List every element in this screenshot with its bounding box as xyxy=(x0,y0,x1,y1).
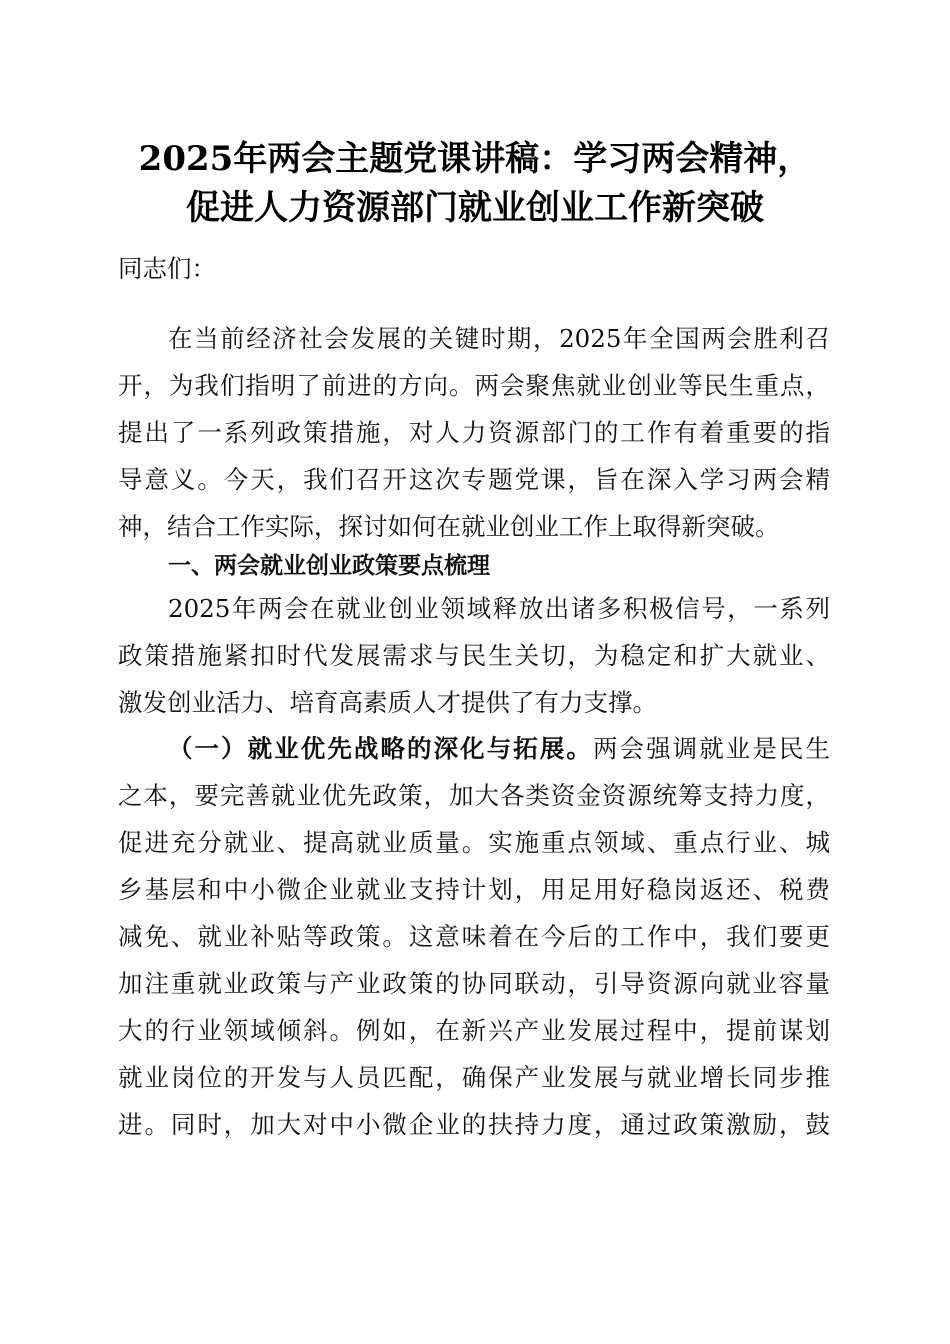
intro-line: 导意义。今天，我们召开这次专题党课，旨在深入学习两会精 xyxy=(118,465,830,494)
section1-intro-line: 2025年两会在就业创业领域释放出诸多积极信号，一系列 xyxy=(168,594,830,623)
intro-line: 提出了一系列政策措施，对人力资源部门的工作有着重要的指 xyxy=(118,418,830,447)
section1-intro-line: 激发创业活力、培育高素质人才提供了有力支撑。 xyxy=(118,688,657,717)
subsection1-first-line-text: 两会强调就业是民生 xyxy=(593,734,830,763)
subsection1-first-line xyxy=(168,733,830,765)
subsection1-line: 进。同时，加大对中小微企业的扶持力度，通过政策激励，鼓 xyxy=(118,1110,830,1139)
section-heading-1: 一、两会就业创业政策要点梳理 xyxy=(168,553,490,579)
subsection1-line: 促进充分就业、提高就业质量。实施重点领域、重点行业、城 xyxy=(118,828,830,857)
subsection1-line: 大的行业领域倾斜。例如，在新兴产业发展过程中，提前谋划 xyxy=(118,1016,830,1045)
intro-line: 在当前经济社会发展的关键时期，2025年全国两会胜利召 xyxy=(168,324,830,353)
subsection1-line: 加注重就业政策与产业政策的协同联动，引导资源向就业容量 xyxy=(118,969,830,998)
document-title-line-1: 2025年两会主题党课讲稿：学习两会精神， xyxy=(138,139,812,179)
subsection1-line: 就业岗位的开发与人员匹配，确保产业发展与就业增长同步推 xyxy=(118,1063,830,1092)
section1-intro-line: 政策措施紧扣时代发展需求与民生关切，为稳定和扩大就业、 xyxy=(118,641,830,670)
subsection-heading-1: （一）就业优先战略的深化与拓展。 xyxy=(168,734,593,763)
salutation: 同志们： xyxy=(118,254,216,283)
intro-line: 开，为我们指明了前进的方向。两会聚焦就业创业等民生重点， xyxy=(118,371,830,400)
subsection1-line: 乡基层和中小微企业就业支持计划，用足用好稳岗返还、税费 xyxy=(118,875,830,904)
document-title-line-2: 促进人力资源部门就业创业工作新突破 xyxy=(186,188,764,228)
intro-line: 神，结合工作实际，探讨如何在就业创业工作上取得新突破。 xyxy=(118,512,780,541)
subsection1-line: 减免、就业补贴等政策。这意味着在今后的工作中，我们要更 xyxy=(118,922,830,951)
subsection1-line: 之本，要完善就业优先政策，加大各类资金资源统筹支持力度， xyxy=(118,781,830,810)
